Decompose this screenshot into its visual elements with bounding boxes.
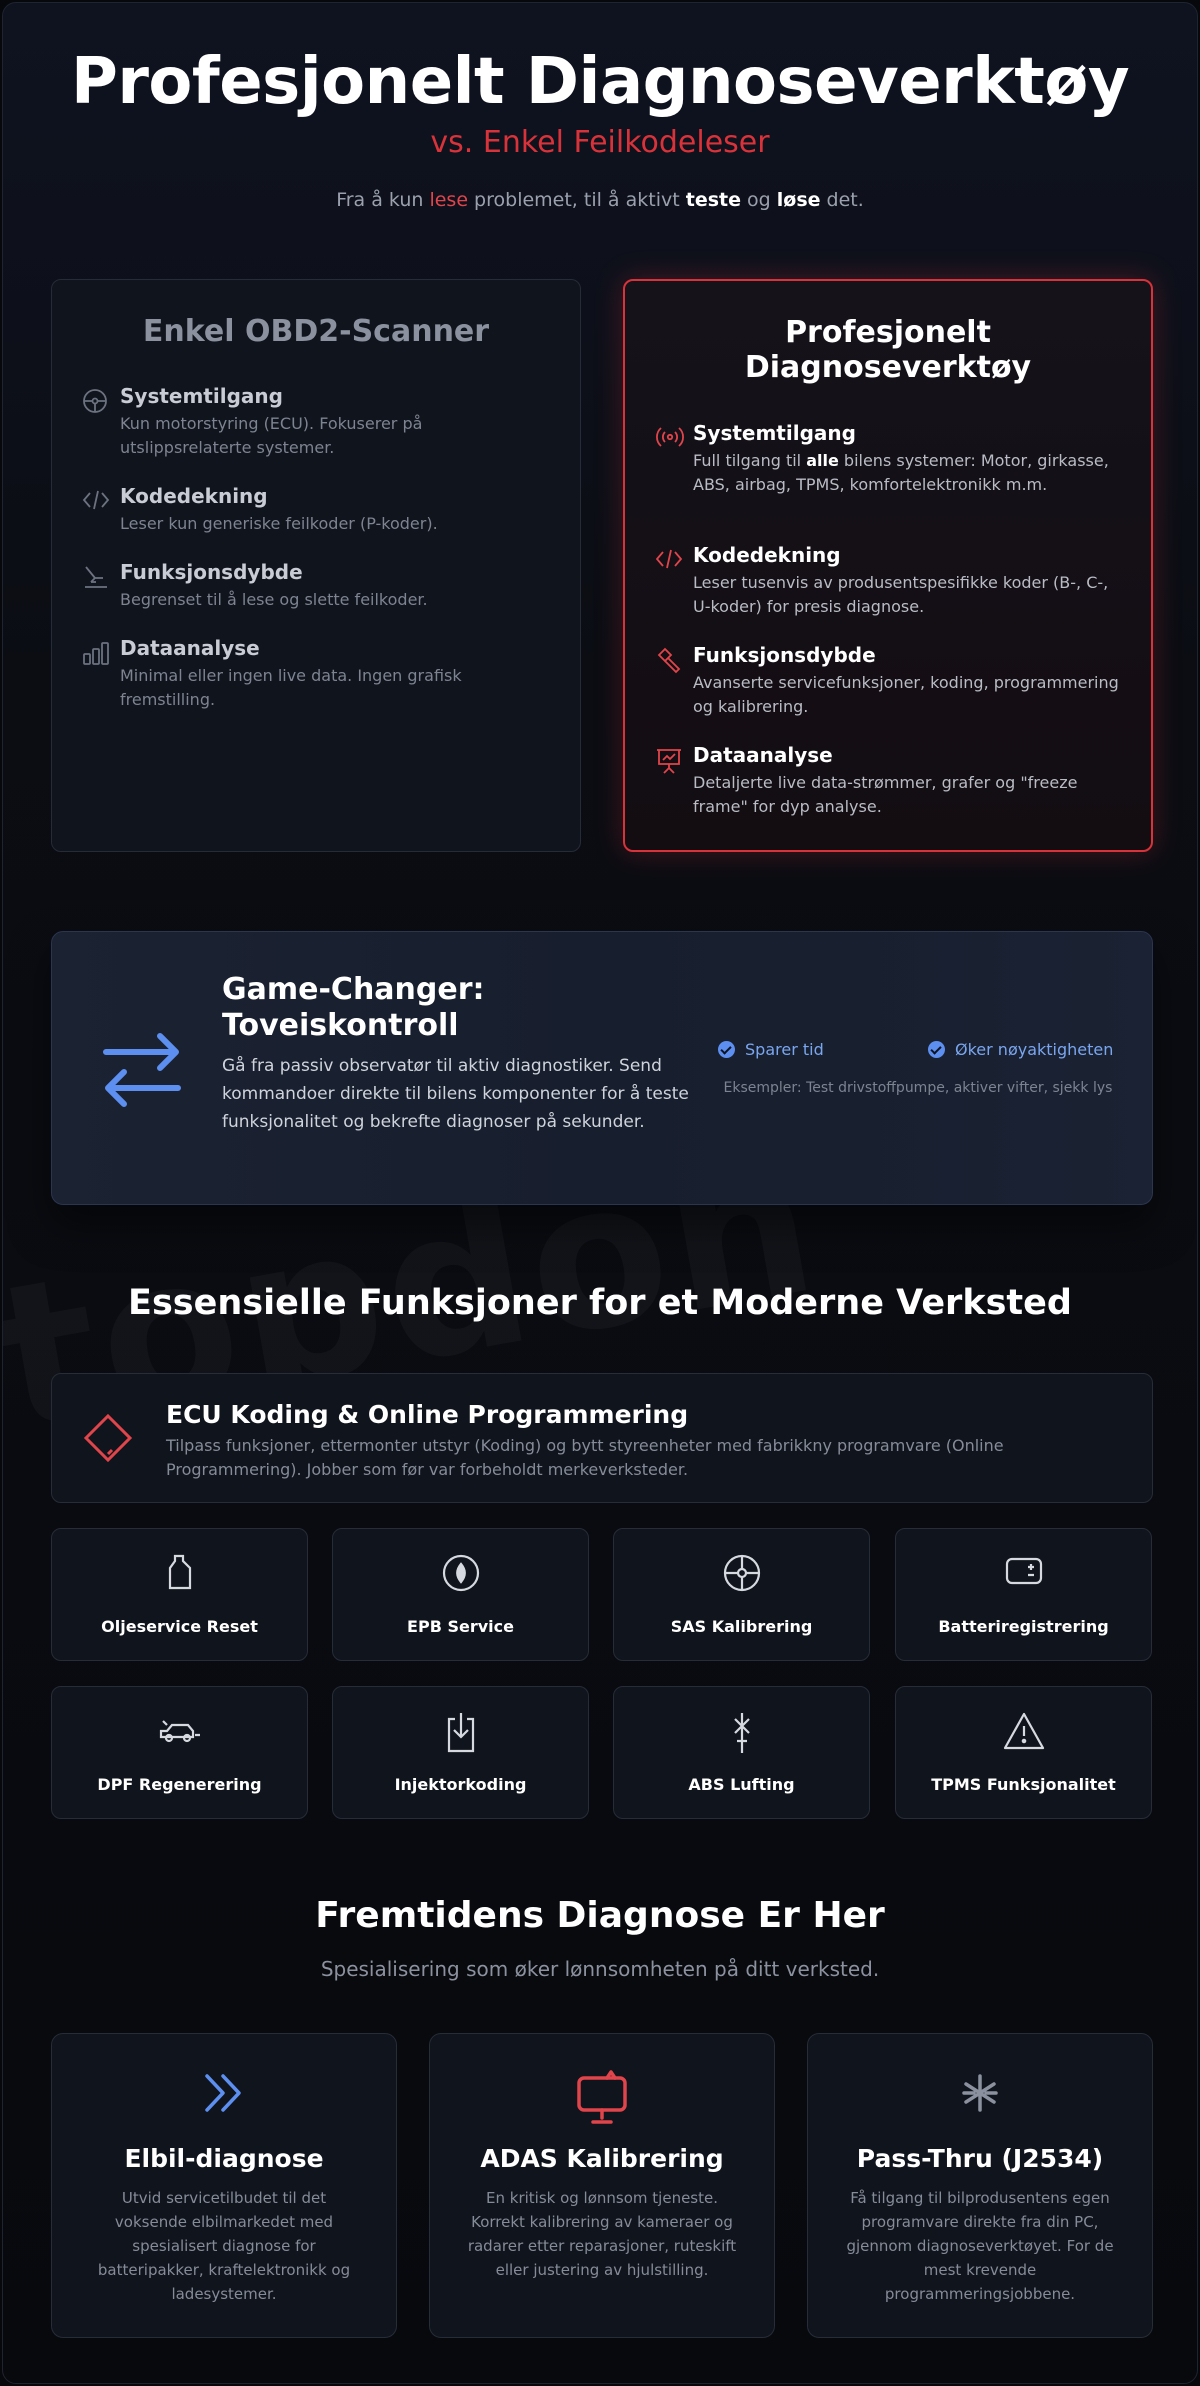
steering-wheel-icon <box>82 384 120 460</box>
pro-tool-card <box>623 279 1153 852</box>
asterisk-icon <box>808 2070 1152 2120</box>
ecu-coding-card <box>51 1373 1153 1503</box>
basic-scanner-card <box>51 279 581 852</box>
hammer-icon <box>655 643 693 719</box>
ecu-title: ECU Koding & Online Programmering <box>166 1400 689 1429</box>
monitor-icon <box>430 2070 774 2130</box>
game-changer-panel <box>51 931 1153 1205</box>
code-icon <box>655 543 693 619</box>
tile-dpf-regeneration[interactable]: DPF Regenerering <box>51 1686 308 1819</box>
game-changer-examples: Eksempler: Test drivstoffpumpe, aktiver vifter, sjekk lys <box>723 1080 1113 1096</box>
chip-increases-accuracy: Øker nøyaktigheten <box>928 1040 1113 1059</box>
check-circle-icon <box>928 1041 945 1058</box>
double-chevron-icon <box>52 2070 396 2120</box>
code-icon <box>82 484 120 536</box>
page-title: Profesjonelt Diagnoseverktøy <box>70 45 1130 119</box>
warning-icon <box>896 1711 1151 1755</box>
oil-can-icon <box>52 1553 307 1595</box>
download-icon <box>333 1711 588 1759</box>
future-card-ev-diagnostics: Elbil-diagnose Utvid servicetilbudet til det voksende elbilmarkedet med spesialisert diagnose for batteripakker, kraftelektronikk og ladesystemer. <box>51 2033 397 2338</box>
swap-arrows-icon <box>100 1030 184 1114</box>
tile-battery-registration[interactable]: Batteriregistrering <box>895 1528 1152 1661</box>
pro-feature-system-access: Systemtilgang Full tilgang til alle bilens systemer: Motor, girkasse, ABS, airbag, TPMS, komfortelektronikk m.m. <box>655 421 1125 497</box>
brake-bleed-icon <box>614 1711 869 1759</box>
tile-tpms-functionality[interactable]: TPMS Funksjonalitet <box>895 1686 1152 1819</box>
check-circle-icon <box>718 1041 735 1058</box>
future-card-adas-calibration: ADAS Kalibrering En kritisk og lønnsom tjeneste. Korrekt kalibrering av kameraer og radarer etter reparasjoner, ruteskift eller justering av hjulstilling. <box>429 2033 775 2338</box>
tile-sas-calibration[interactable]: SAS Kalibrering <box>613 1528 870 1661</box>
game-changer-description: Gå fra passiv observatør til aktiv diagnostiker. Send kommandoer direkte til bilens komponenter for å teste funksjonalitet og bekrefte diagnoser på sekunder. <box>222 1056 689 1132</box>
battery-icon <box>896 1553 1151 1593</box>
pro-feature-function-depth: Funksjonsdybde Avanserte servicefunksjoner, koding, programmering og kalibrering. <box>655 643 1125 719</box>
basic-feature-function-depth: Funksjonsdybde Begrenset til å lese og slette feilkoder. <box>82 560 552 612</box>
future-section-title: Fremtidens Diagnose Er Her <box>315 1895 885 1936</box>
brake-icon <box>333 1553 588 1597</box>
eraser-icon <box>82 560 120 612</box>
chip-saves-time: Sparer tid <box>718 1040 824 1059</box>
basic-card-title: Enkel OBD2-Scanner <box>142 314 490 349</box>
pro-feature-data-analysis: Dataanalyse Detaljerte live data-strømmer, grafer og "freeze frame" for dyp analyse. <box>655 743 1125 819</box>
tile-epb-service[interactable]: EPB Service <box>332 1528 589 1661</box>
future-section-subtitle: Spesialisering som øker lønnsomheten på ditt verksted. <box>320 1957 880 1981</box>
future-card-pass-thru: Pass-Thru (J2534) Få tilgang til bilprodusentens egen programvare direkte fra din PC, gjennom diagnoseverktøyet. For de mest krevende programmeringsjobbene. <box>807 2033 1153 2338</box>
car-exhaust-icon <box>52 1711 307 1753</box>
basic-feature-data-analysis: Dataanalyse Minimal eller ingen live data. Ingen grafisk fremstilling. <box>82 636 552 712</box>
tile-abs-bleeding[interactable]: ABS Lufting <box>613 1686 870 1819</box>
ecu-description: Tilpass funksjoner, ettermonter utstyr (Koding) og bytt styreenheter med fabrikkny programvare (Online Programmering). Jobber som før var forbeholdt merkeverksteder. <box>166 1436 1004 1479</box>
basic-feature-code-coverage: Kodedekning Leser kun generiske feilkoder (P-koder). <box>82 484 552 536</box>
presentation-chart-icon <box>655 743 693 819</box>
basic-feature-system-access: Systemtilgang Kun motorstyring (ECU). Fokuserer på utslippsrelaterte systemer. <box>82 384 552 460</box>
tile-injector-coding[interactable]: Injektorkoding <box>332 1686 589 1819</box>
page-description: Fra å kun lese problemet, til å aktivt teste og løse det. <box>336 189 864 211</box>
broadcast-icon <box>655 421 693 497</box>
game-changer-title: Game-Changer: Toveiskontroll <box>222 972 485 1043</box>
tile-oil-service-reset[interactable]: Oljeservice Reset <box>51 1528 308 1661</box>
page-subtitle: vs. Enkel Feilkodeleser <box>430 125 770 160</box>
chip-diamond-icon <box>82 1412 134 1468</box>
essential-section-title: Essensielle Funksjoner for et Moderne Verksted <box>128 1283 1072 1323</box>
page <box>2 2 1198 2384</box>
steering-wheel-icon <box>614 1553 869 1597</box>
pro-feature-code-coverage: Kodedekning Leser tusenvis av produsentspesifikke koder (B-, C-, U-koder) for presis diagnose. <box>655 543 1125 619</box>
pro-card-title: Profesjonelt Diagnoseverktøy <box>744 315 1032 385</box>
bar-chart-icon <box>82 636 120 712</box>
